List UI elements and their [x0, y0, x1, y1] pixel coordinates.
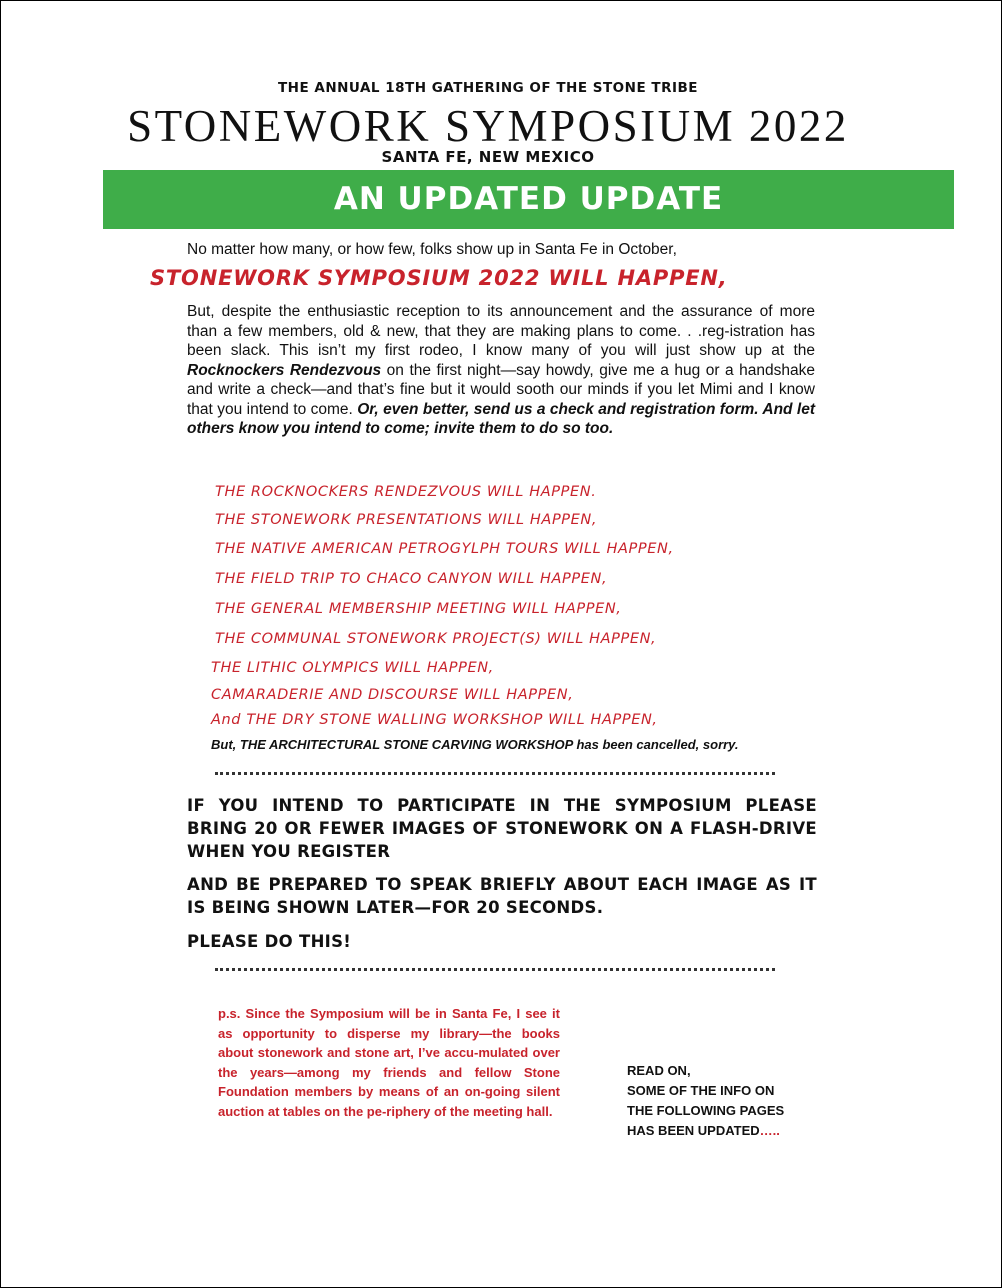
- read-on-line: [627, 1121, 827, 1141]
- read-on-text: HAS BEEN UPDATED: [627, 1123, 760, 1138]
- body-text-part1: But, despite the enthusiastic reception to its announcement and the assurance of more than a few members, old & new, that they are making plans to come. . .reg-istration has been slack. This isn’t my first rodeo, I know many of you will just show up at the: [187, 303, 815, 359]
- happening-item: THE STONEWORK PRESENTATIONS WILL HAPPEN,: [215, 512, 598, 528]
- cancelled-notice: But, THE ARCHITECTURAL STONE CARVING WORKSHOP has been cancelled, sorry.: [211, 737, 739, 752]
- instructions-bring-images: IF YOU INTEND TO PARTICIPATE IN THE SYMPOSIUM PLEASE BRING 20 OR FEWER IMAGES OF STONEWORK ON A FLASH-DRIVE WHEN YOU REGISTER: [187, 796, 817, 861]
- happening-item: THE NATIVE AMERICAN PETROGYLPH TOURS WILL HAPPEN,: [215, 541, 674, 557]
- read-on-note: [627, 1061, 827, 1141]
- happening-item: And THE DRY STONE WALLING WORKSHOP WILL HAPPEN,: [211, 712, 658, 728]
- intro-text: No matter how many, or how few, folks show up in Santa Fe in October,: [187, 241, 677, 258]
- headline: STONEWORK SYMPOSIUM 2022 WILL HAPPEN,: [150, 266, 728, 290]
- happening-item: THE LITHIC OLYMPICS WILL HAPPEN,: [211, 660, 494, 676]
- update-banner: AN UPDATED UPDATE: [103, 170, 954, 229]
- dotted-divider: [215, 968, 775, 971]
- instructions-speak: AND BE PREPARED TO SPEAK BRIEFLY ABOUT EACH IMAGE AS IT IS BEING SHOWN LATER—FOR 20 SECONDS.: [187, 875, 817, 917]
- postscript: p.s. Since the Symposium will be in Santa Fe, I see it as opportunity to disperse my library—the books about stonework and stone art, I’ve accu-mulated over the years—among my friends and fellow Stone Foundation members by means of an on-going silent auction at tables on the pe-riphery of the meeting hall.: [218, 1006, 560, 1119]
- page-title: STONEWORK SYMPOSIUM 2022: [127, 101, 849, 151]
- happening-item: THE COMMUNAL STONEWORK PROJECT(S) WILL HAPPEN,: [215, 631, 657, 647]
- dotted-divider: [215, 772, 775, 775]
- happening-item: THE GENERAL MEMBERSHIP MEETING WILL HAPPEN,: [215, 601, 622, 617]
- read-on-line: THE FOLLOWING PAGES: [627, 1103, 785, 1118]
- happening-item: THE FIELD TRIP TO CHACO CANYON WILL HAPPEN,: [215, 571, 608, 587]
- read-on-line: READ ON,: [627, 1063, 691, 1078]
- read-on-dots: …..: [759, 1123, 780, 1138]
- body-text-part2: on the first night—say howdy, give me a hug or a handshake and write a check—and that’s fine but it would sooth our minds if you let Mimi and I know that you intend to come.: [187, 361, 815, 418]
- instructions-please: PLEASE DO THIS!: [187, 932, 352, 951]
- event-location: SANTA FE, NEW MEXICO: [381, 148, 595, 166]
- happening-item: CAMARADERIE AND DISCOURSE WILL HAPPEN,: [211, 687, 574, 703]
- read-on-line: SOME OF THE INFO ON: [627, 1083, 775, 1098]
- registration-emphasis: Or, even better, send us a check and registration form. And let others know you intend to come; invite them to do so too.: [187, 400, 815, 437]
- body-paragraph: [187, 302, 815, 439]
- happening-item: THE ROCKNOCKERS RENDEZVOUS WILL HAPPEN.: [215, 484, 597, 500]
- event-kicker: THE ANNUAL 18TH GATHERING OF THE STONE TRIBE: [277, 80, 699, 96]
- rendezvous-emphasis: Rocknockers Rendezvous: [187, 361, 382, 379]
